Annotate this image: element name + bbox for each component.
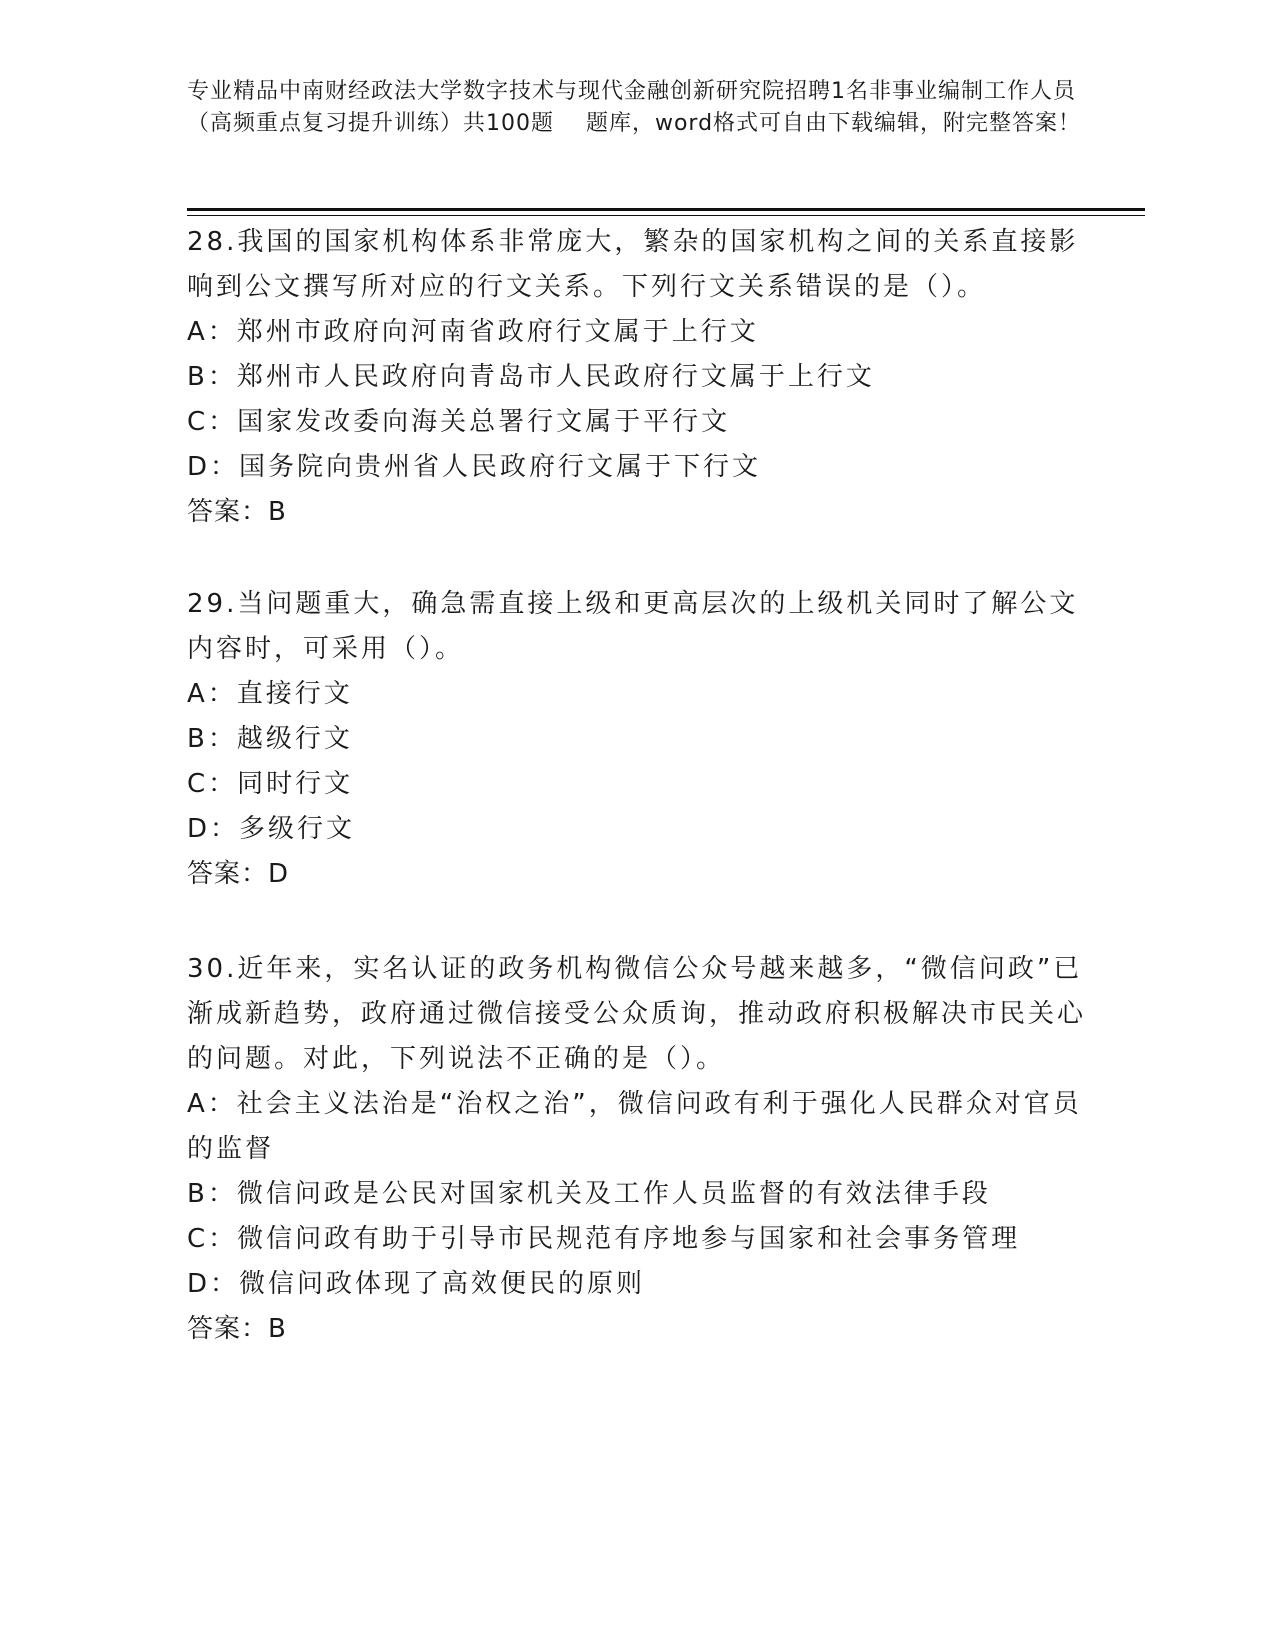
option-a: A：郑州市政府向河南省政府行文属于上行文: [187, 317, 759, 347]
option-c: C：国家发改委向海关总署行文属于平行文: [187, 407, 731, 437]
option-a: A：社会主义法治是“治权之治”，微信问政有利于强化人民群众对官员的监督: [187, 1089, 1082, 1164]
option-list: [187, 310, 1087, 490]
option-d: D：微信问政体现了高效便民的原则: [187, 1269, 646, 1299]
option-b: B：微信问政是公民对国家机关及工作人员监督的有效法律手段: [187, 1179, 991, 1209]
answer-line: 答案：D: [187, 859, 290, 889]
option-list: [187, 672, 1087, 852]
question-block: [187, 947, 1087, 1352]
question-stem: 30.近年来，实名认证的政务机构微信公众号越来越多，“微信问政”已渐成新趋势，政府通过微信接受公众质询，推动政府积极解决市民关心的问题。对此，下列说法不正确的是（）。: [187, 954, 1087, 1074]
header-divider-thick: [187, 208, 1145, 211]
question-stem: 29.当问题重大，确急需直接上级和更高层次的上级机关同时了解公文内容时，可采用（）。: [187, 589, 1079, 664]
question-block: [187, 220, 1087, 535]
option-c: C：微信问政有助于引导市民规范有序地参与国家和社会事务管理: [187, 1224, 1021, 1254]
option-d: D：国务院向贵州省人民政府行文属于下行文: [187, 452, 762, 482]
question-stem: 28.我国的国家机构体系非常庞大，繁杂的国家机构之间的关系直接影响到公文撰写所对应的行文关系。下列行文关系错误的是（）。: [187, 227, 1079, 302]
option-a: A：直接行文: [187, 679, 353, 709]
header-divider-thin: [187, 215, 1145, 216]
document-header: 专业精品中南财经政法大学数字技术与现代金融创新研究院招聘1名非事业编制工作人员（高频重点复习提升训练）共100题 题库，word格式可自由下载编辑，附完整答案！: [187, 79, 1082, 136]
option-d: D：多级行文: [187, 814, 356, 844]
answer-line: 答案：B: [187, 1314, 287, 1344]
option-list: [187, 1082, 1087, 1307]
answer-line: 答案：B: [187, 497, 287, 527]
option-c: C：同时行文: [187, 769, 354, 799]
question-block: [187, 582, 1087, 897]
option-b: B：郑州市人民政府向青岛市人民政府行文属于上行文: [187, 362, 875, 392]
option-b: B：越级行文: [187, 724, 353, 754]
